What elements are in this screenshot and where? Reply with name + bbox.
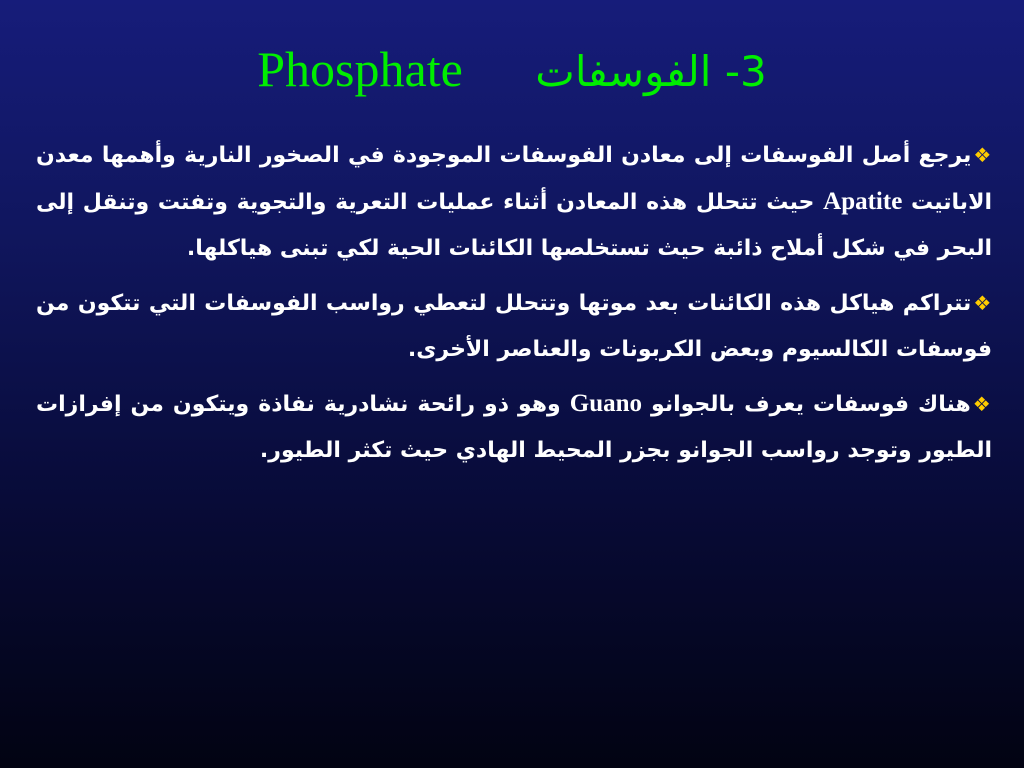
title-arabic: 3- الفوسفات (535, 47, 767, 96)
paragraph-text: وهو ذو رائحة نشادرية نفاذة ويتكون من إفرازات الطيور وتوجد رواسب الجوانو بجزر المحيط الهادي حيث تكثر الطيور. (36, 392, 992, 463)
paragraph-text: يرجع أصل الفوسفات إلى معادن الفوسفات الموجودة في الصخور النارية وأهمها معدن الاباتيت (36, 143, 992, 215)
term-guano: Guano (569, 390, 643, 417)
slide-title (0, 34, 1024, 107)
paragraph-origin (36, 132, 992, 272)
paragraph-text: حيث تتحلل هذه المعادن أثناء عمليات التعرية والتجوية وتفتت وتنقل إلى البحر في شكل أملاح ذائبة حيث تستخلصها الكائنات الحية لكي تبنى هياكلها. (36, 190, 992, 261)
paragraph-guano (36, 381, 992, 474)
term-apatite: Apatite (823, 188, 903, 215)
paragraph-accumulation (36, 280, 992, 373)
diamond-bullet-icon: ❖ (973, 143, 992, 167)
paragraph-text: تتراكم هياكل هذه الكائنات بعد موتها وتتحلل لتعطي رواسب الفوسفات التي تتكون من فوسفات الكالسيوم وبعض الكربونات والعناصر الأخرى. (36, 291, 992, 362)
title-english: Phosphate (257, 41, 463, 97)
paragraph-text: هناك فوسفات يعرف بالجوانو (642, 392, 971, 417)
diamond-bullet-icon: ❖ (973, 291, 992, 315)
slide-body (36, 132, 992, 482)
diamond-bullet-icon: ❖ (972, 392, 993, 416)
